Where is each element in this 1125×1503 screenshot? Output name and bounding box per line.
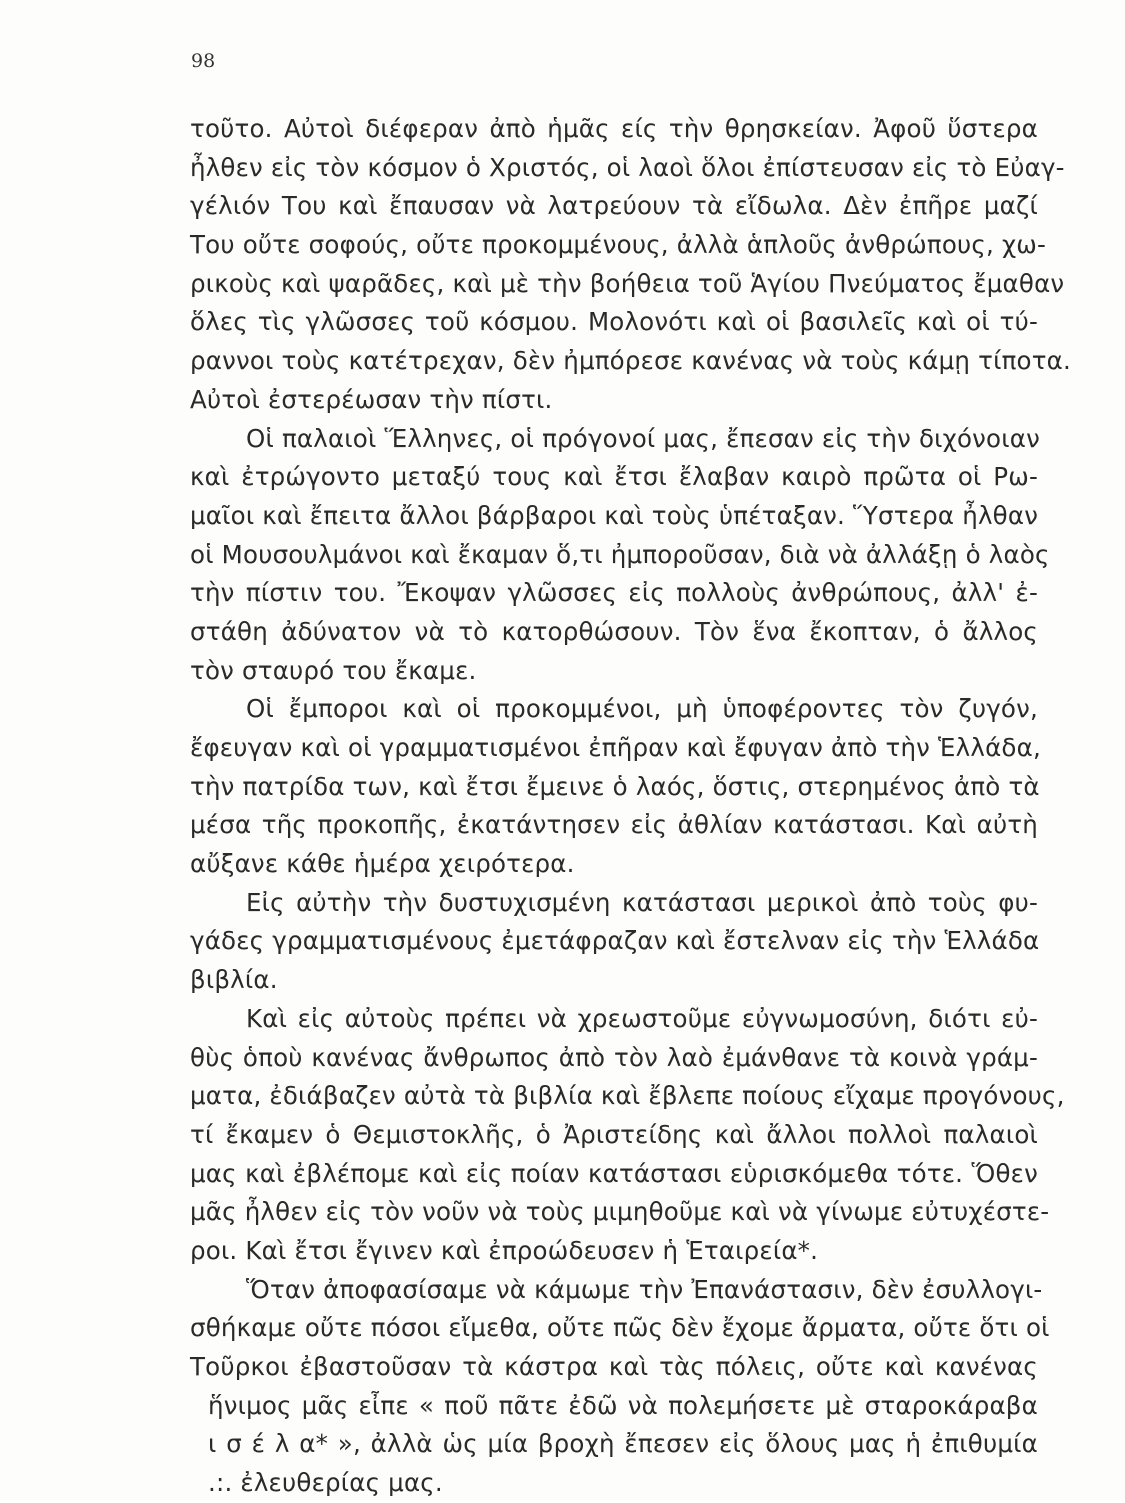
text-line: ι σ έ λ α* », ἀλλὰ ὡς μία βροχὴ ἔπεσεν εἰς ὅλους μας ἡ ἐπιθυμία — [208, 1429, 1038, 1459]
text-line: τοῦτο. Αὐτοὶ διέφεραν ἀπὸ ἡμᾶς είς τὴν θρησκείαν. Ἀφοῦ ὕστερα — [190, 114, 1038, 143]
text-line: ἥνιμος μᾶς εἶπε « ποῦ πᾶτε ἐδῶ νὰ πολεμήσετε μὲ σταροκάραβα — [208, 1390, 1038, 1420]
text-line: Καὶ εἰς αὐτοὺς πρέπει νὰ χρεωστοῦμε εὐγνωμοσύνη, διότι εὐ- — [246, 1003, 1038, 1033]
text-line: μας καὶ ἐβλέπομε καὶ εἰς ποίαν κατάστασι εὑρισκόμεθα τότε. Ὅθεν — [190, 1158, 1038, 1188]
text-line: Οἱ παλαιοὶ Ἕλληνες, οἱ πρόγονοί μας, ἔπεσαν εἰς τὴν διχόνοιαν — [246, 423, 1040, 453]
text-line: ἔφευγαν καὶ οἱ γραμματισμένοι ἐπῆραν καὶ ἔφυγαν ἀπὸ τὴν Ἑλλάδα, — [190, 733, 1041, 762]
text-line: οἱ Μουσουλμάνοι καὶ ἔκαμαν ὅ,τι ἠμποροῦσαν, διὰ νὰ ἀλλάξῃ ὁ λαὸς — [190, 539, 1050, 569]
text-line: σθήκαμε οὔτε πόσοι εἴμεθα, οὔτε πῶς δὲν ἔχομε ἄρματα, οὔτε ὅτι οἱ — [190, 1313, 1050, 1343]
body-text — [190, 110, 1072, 1503]
text-line: γέλιόν Του καὶ ἔπαυσαν νὰ λατρεύουν τὰ εἴδωλα. Δὲν ἐπῆρε μαζί — [190, 191, 1038, 221]
page-number: 98 — [191, 50, 216, 72]
text-line: βιβλία. — [190, 965, 278, 995]
text-line: καὶ ἐτρώγοντο μεταξύ τους καὶ ἔτσι ἔλαβαν καιρὸ πρῶτα οἱ Ρω- — [190, 462, 1038, 492]
text-line: ρικοὺς καὶ ψαρᾶδες, καὶ μὲ τὴν βοήθεια τοῦ Ἁγίου Πνεύματος ἔμαθαν — [190, 268, 1065, 298]
text-line: ματα, ἐδιάβαζεν αὐτὰ τὰ βιβλία καὶ ἔβλεπε ποίους εἴχαμε προγόνους, — [190, 1081, 1065, 1111]
text-line: Αὐτοὶ ἐστερέωσαν τὴν πίστι. — [190, 384, 553, 414]
text-line: τὴν πίστιν του. Ἔκοψαν γλῶσσες εἰς πολλοὺς ἀνθρώπους, ἀλλ' ἐ- — [190, 578, 1038, 608]
text-line: μᾶς ἦλθεν εἰς τὸν νοῦν νὰ τοὺς μιμηθοῦμε καὶ νὰ γίνωμε εὐτυχέστε- — [190, 1197, 1050, 1227]
text-line: Εἰς αὐτὴν τὴν δυστυχισμένη κατάστασι μερικοὶ ἀπὸ τοὺς φυ- — [246, 887, 1038, 917]
text-line: στάθη ἀδύνατον νὰ τὸ κατορθώσουν. Τὸν ἕνα ἔκοπταν, ὁ ἄλλος — [190, 616, 1038, 646]
text-line: αὔξανε κάθε ἡμέρα χειρότερα. — [190, 849, 575, 879]
text-line: θὺς ὁποὺ κανένας ἄνθρωπος ἀπὸ τὸν λαὸ ἐμάνθανε τὰ κοινὰ γράμ- — [190, 1042, 1038, 1072]
text-line: ἦλθεν εἰς τὸν κόσμον ὁ Χριστός, οἱ λαοὶ ὅλοι ἐπίστευσαν εἰς τὸ Εὐαγ- — [190, 152, 1065, 182]
text-line: Ὅταν ἀποφασίσαμε νὰ κάμωμε τὴν Ἐπανάστασιν, δὲν ἐσυλλογι- — [246, 1274, 1043, 1304]
text-line: γάδες γραμματισμένους ἐμετάφραζαν καὶ ἔστελναν εἰς τὴν Ἑλλάδα — [190, 926, 1040, 956]
text-line: .:. ἐλευθερίας μας. — [208, 1468, 443, 1498]
text-line: ροι. Καὶ ἔτσι ἔγινεν καὶ ἐπροώδευσεν ἡ Ἑταιρεία*. — [190, 1235, 819, 1265]
text-line: ραννοι τοὺς κατέτρεχαν, δὲν ἠμπόρεσε κανένας νὰ τοὺς κάμῃ τίποτα. — [190, 346, 1072, 376]
text-line: μαῖοι καὶ ἔπειτα ἄλλοι βάρβαροι καὶ τοὺς ὑπέταξαν. Ὕστερα ἦλθαν — [190, 500, 1039, 530]
text-line: ὅλες τὶς γλῶσσες τοῦ κόσμου. Μολονότι καὶ οἱ βασιλεῖς καὶ οἱ τύ- — [190, 307, 1038, 337]
text-line: τὸν σταυρό του ἔκαμε. — [190, 655, 477, 685]
text-line: Οἱ ἔμποροι καὶ οἱ προκομμένοι, μὴ ὑποφέροντες τὸν ζυγόν, — [246, 694, 1038, 724]
text-line: μέσα τῆς προκοπῆς, ἐκατάντησεν εἰς ἀθλίαν κατάστασι. Καὶ αὐτὴ — [190, 810, 1038, 840]
text-line: Τοῦρκοι ἐβαστοῦσαν τὰ κάστρα καὶ τὰς πόλεις, οὔτε καὶ κανένας — [190, 1352, 1038, 1381]
text-line: τὴν πατρίδα των, καὶ ἔτσι ἔμεινε ὁ λαός, ὅστις, στερημένος ἀπὸ τὰ — [190, 771, 1040, 801]
text-line: τί ἔκαμεν ὁ Θεμιστοκλῆς, ὁ Ἀριστείδης καὶ ἄλλοι πολλοὶ παλαιοὶ — [190, 1119, 1038, 1149]
text-line: Του οὔτε σοφούς, οὔτε προκομμένους, ἀλλὰ ἁπλοῦς ἀνθρώπους, χω- — [190, 230, 1047, 260]
